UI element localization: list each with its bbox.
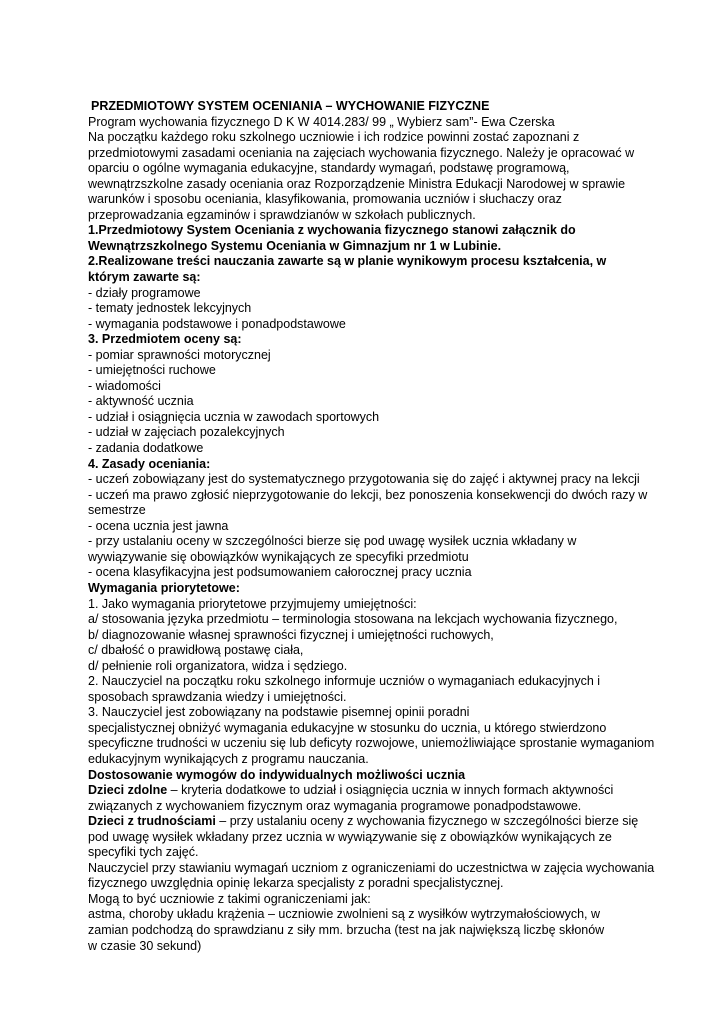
- section-heading: którym zawarte są:: [88, 270, 201, 285]
- text-line: przedmiotowymi zasadami oceniania na zajęciach wychowania fizycznego. Należy je opracować w: [88, 145, 635, 160]
- program-line: Program wychowania fizycznego D K W 4014.283/ 99 „ Wybierz sam”- Ewa Czerska: [88, 114, 555, 129]
- text-line: oparciu o ogólne wymagania edukacyjne, standardy wymagań, podstawę programową,: [88, 161, 570, 176]
- text-line: 3. Nauczyciel jest zobowiązany na podstawie pisemnej opinii poradni: [88, 705, 470, 720]
- section-heading: Dostosowanie wymogów do indywidualnych możliwości ucznia: [88, 767, 466, 782]
- text-line: pod uwagę wysiłek wkładany przez ucznia w wywiązywanie się z obowiązków wynikających ze: [88, 829, 612, 844]
- list-item: - działy programowe: [88, 285, 201, 300]
- text-line: specyfiki tych zajęć.: [88, 845, 199, 860]
- list-item: - udział w zajęciach pozalekcyjnych: [88, 425, 285, 440]
- text-line: specjalistycznej obniżyć wymagania edukacyjne w stosunku do ucznia, u którego stwierdzono: [88, 720, 607, 735]
- text-line: - uczeń ma prawo zgłosić nieprzygotowanie do lekcji, bez ponoszenia konsekwencji do dwóch razy w: [88, 487, 648, 502]
- section-heading: 1.Przedmiotowy System Oceniania z wychowania fizycznego stanowi załącznik do: [88, 223, 576, 238]
- text-line: Na początku każdego roku szkolnego uczniowie i ich rodzice powinni zostać zapoznani z: [88, 130, 580, 145]
- text-line: specyficzne trudności w uczeniu się lub deficyty rozwojowe, uniemożliwiające sprostanie wymaganiom: [88, 736, 655, 751]
- section-heading: 4. Zasady oceniania:: [88, 456, 211, 471]
- text-line: sposobach sprawdzania wiedzy i umiejętności.: [88, 689, 347, 704]
- text-line: związanych z wychowaniem fizycznym oraz wymagania programowe ponadpodstawowe.: [88, 798, 582, 813]
- text-line: c/ dbałość o prawidłową postawę ciała,: [88, 643, 304, 658]
- section-3: [88, 332, 665, 456]
- gifted-label: Dzieci zdolne: [88, 783, 168, 798]
- text-line: 1. Jako wymagania priorytetowe przyjmujemy umiejętności:: [88, 596, 417, 611]
- document-title: PRZEDMIOTOWY SYSTEM OCENIANIA – WYCHOWANIE FIZYCZNE: [91, 99, 490, 113]
- list-item: - umiejętności ruchowe: [88, 363, 216, 378]
- text-line: edukacyjnym wynikających z programu nauczania.: [88, 751, 369, 766]
- difficulty-text: – przy ustalaniu oceny z wychowania fizycznego w szczególności bierze się: [215, 814, 639, 829]
- intro-paragraph: [88, 130, 665, 223]
- section-heading: 2.Realizowane treści nauczania zawarte są w planie wynikowym procesu kształcenia, w: [88, 254, 607, 269]
- text-line: 2. Nauczyciel na początku roku szkolnego informuje uczniów o wymaganiach edukacyjnych i: [88, 674, 601, 689]
- gifted-text: – kryteria dodatkowe to udział i osiągnięcia ucznia w innych formach aktywności: [167, 783, 614, 798]
- text-line: - ocena ucznia jest jawna: [88, 518, 229, 533]
- priorities-section: [88, 581, 665, 768]
- text-line: - ocena klasyfikacyjna jest podsumowaniem całorocznej pracy ucznia: [88, 565, 472, 580]
- text-line: warunków i sposobu oceniania, klasyfikowania, promowania uczniów i słuchaczy oraz: [88, 192, 562, 207]
- text-line: przeprowadzania egzaminów i sprawdzianów w szkołach publicznych.: [88, 207, 476, 222]
- section-heading: Wymagania priorytetowe:: [88, 580, 240, 595]
- text-line: Mogą to być uczniowie z takimi ograniczeniami jak:: [88, 891, 371, 906]
- difficulty-label: Dzieci z trudnościami: [88, 814, 216, 829]
- text-line: a/ stosowania języka przedmiotu – terminologia stosowana na lekcjach wychowania fizycznego,: [88, 612, 618, 627]
- section-1: [88, 223, 665, 254]
- list-item: - pomiar sprawności motorycznej: [88, 347, 271, 362]
- section-heading: 3. Przedmiotem oceny są:: [88, 332, 242, 347]
- text-line: Nauczyciel przy stawianiu wymagań uczniom z ograniczeniami do uczestnictwa w zajęcia wychowania: [88, 860, 655, 875]
- list-item: - wiadomości: [88, 378, 161, 393]
- text-line: astma, choroby układu krążenia – uczniowie zwolnieni są z wysiłków wytrzymałościowych, w: [88, 907, 600, 922]
- section-heading: Wewnątrzszkolnego Systemu Oceniania w Gimnazjum nr 1 w Lubinie.: [88, 238, 502, 253]
- text-line: wewnątrzszkolne zasady oceniania oraz Rozporządzenie Ministra Edukacji Narodowej w sprawie: [88, 176, 626, 191]
- text-line: w czasie 30 sekund): [88, 938, 202, 953]
- section-2: [88, 254, 665, 332]
- text-line: wywiązywanie się obowiązków wynikających ze specyfiki przedmiotu: [88, 549, 469, 564]
- list-item: - tematy jednostek lekcyjnych: [88, 301, 252, 316]
- text-line: [88, 814, 665, 830]
- text-line: semestrze: [88, 503, 146, 518]
- list-item: - zadania dodatkowe: [88, 441, 204, 456]
- text-line: zamian podchodzą do sprawdzianu z siły mm. brzucha (test na jak największą liczbę skłonów: [88, 922, 605, 937]
- text-line: - uczeń zobowiązany jest do systematycznego przygotowania się do zajęć i aktywnej pracy na lekcji: [88, 472, 640, 487]
- adaptation-section: [88, 768, 665, 955]
- text-line: fizycznego uwzględnia opinię lekarza specjalisty z poradni specjalistycznej.: [88, 876, 504, 891]
- text-line: d/ pełnienie roli organizatora, widza i sędziego.: [88, 658, 348, 673]
- text-line: [88, 783, 665, 799]
- list-item: - wymagania podstawowe i ponadpodstawowe: [88, 316, 346, 331]
- section-4: [88, 457, 665, 581]
- list-item: - udział i osiągnięcia ucznia w zawodach sportowych: [88, 409, 380, 424]
- text-line: b/ diagnozowanie własnej sprawności fizycznej i umiejętności ruchowych,: [88, 627, 494, 642]
- list-item: - aktywność ucznia: [88, 394, 194, 409]
- text-line: - przy ustalaniu oceny w szczególności bierze się pod uwagę wysiłek ucznia wkładany w: [88, 534, 577, 549]
